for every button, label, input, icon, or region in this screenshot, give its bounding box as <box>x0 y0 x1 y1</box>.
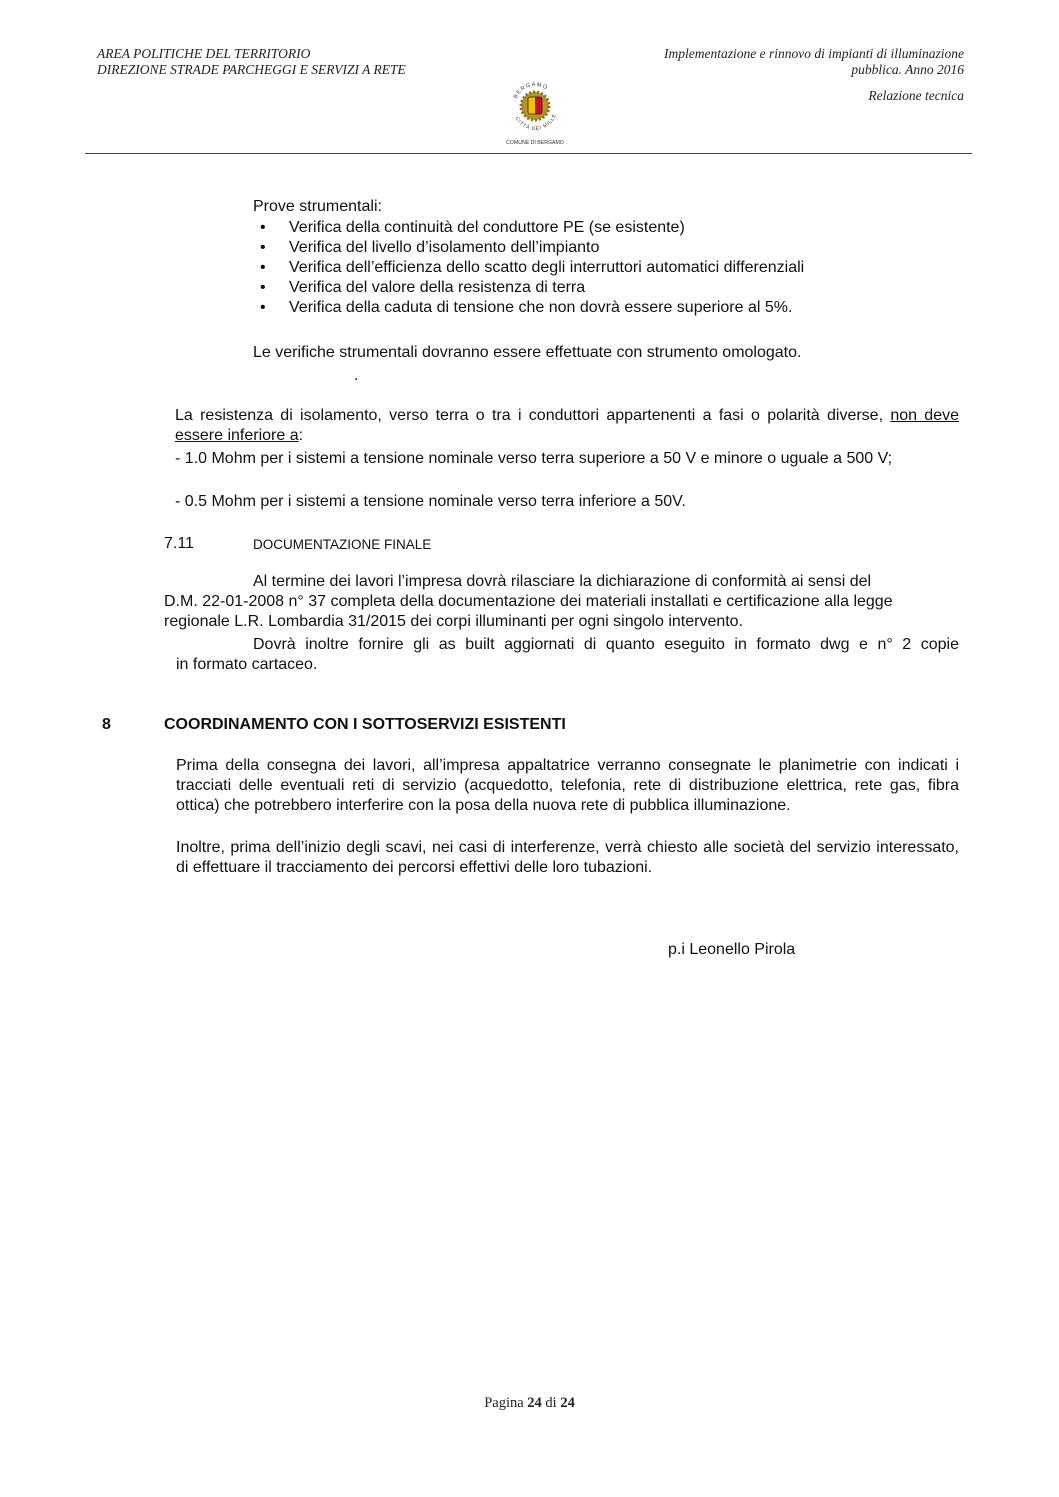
bullet-icon: • <box>260 259 266 276</box>
instrumental-tests-note: Le verifiche strumentali dovranno essere effettuate con strumento omologato. <box>253 344 802 361</box>
header-divider <box>85 153 972 154</box>
section-8-number: 8 <box>102 716 111 733</box>
logo-caption: COMUNE DI BERGAMO <box>506 140 564 146</box>
header-doc-type: Relazione tecnica <box>868 88 964 103</box>
list-item: • Verifica dell’efficienza dello scatto degli interruttori automatici differenziali <box>260 259 805 276</box>
insulation-resistance-line-2: - 0.5 Mohm per i sistemi a tensione nominale verso terra inferiore a 50V. <box>175 493 686 510</box>
section-8-title: COORDINAMENTO CON I SOTTOSERVIZI ESISTENTI <box>164 716 566 733</box>
instrumental-tests-list <box>253 218 953 318</box>
header-project-line2: pubblica. Anno 2016 <box>851 62 964 77</box>
header-division: DIREZIONE STRADE PARCHEGGI E SERVIZI A RETE <box>97 62 406 77</box>
header-project-line1: Implementazione e rinnovo di impianti di illuminazione <box>664 46 964 61</box>
list-item: • Verifica del valore della resistenza di terra <box>260 279 586 296</box>
logo-top-text: BERGAMO <box>512 81 550 100</box>
section-7-11-para2-rest: in formato cartaceo. <box>176 656 318 673</box>
instrumental-tests-title: Prove strumentali: <box>253 198 382 215</box>
instrumental-tests-block <box>253 197 953 318</box>
list-item: • Verifica della caduta di tensione che non dovrà essere superiore al 5%. <box>260 299 793 316</box>
bullet-icon: • <box>260 219 266 236</box>
list-item: • Verifica della continuità del conduttore PE (se esistente) <box>260 219 685 236</box>
list-item: • Verifica del livello d’isolamento dell’impianto <box>260 239 600 256</box>
current-page-number: 24 <box>527 1395 542 1411</box>
bullet-icon: • <box>260 299 266 316</box>
section-7-11-para2-first: Dovrà inoltre fornire gli as built aggiornati di quanto eseguito in formato dwg e n° 2 copie <box>253 636 959 653</box>
header-department: AREA POLITICHE DEL TERRITORIO <box>97 46 311 61</box>
section-7-11-para1-first: Al termine dei lavori l’impresa dovrà rilasciare la dichiarazione di conformità ai sensi del <box>253 573 872 590</box>
bullet-icon: • <box>260 279 266 296</box>
signature: p.i Leonello Pirola <box>668 941 796 958</box>
underlined-requirement: non deve essere inferiore a <box>175 407 959 444</box>
stray-dot: . <box>354 367 359 384</box>
insulation-resistance-line-1: - 1.0 Mohm per i sistemi a tensione nominale verso terra superiore a 50 V e minore o uguale a 500 V; <box>175 450 893 467</box>
total-pages-number: 24 <box>560 1395 575 1411</box>
section-8-para2: Inoltre, prima dell’inizio degli scavi, nei casi di interferenze, verrà chiesto alle società del servizio interessato, di effettuare il tracciamento dei percorsi effettivi delle loro tubazioni. <box>176 839 959 876</box>
insulation-resistance-paragraph: La resistenza di isolamento, verso terra o tra i conduttori appartenenti a fasi o polarità diverse, non deve essere inferiore a: <box>175 407 959 444</box>
seal-gear <box>521 92 549 120</box>
logo-bottom-text: CITTÀ DEI MILLE <box>513 112 559 133</box>
section-7-11-para1-rest: D.M. 22-01-2008 n° 37 completa della documentazione dei materiali installati e certificazione alla legge regionale L.R. Lombardia 31/2015 dei corpi illuminanti per ogni singolo intervento. <box>164 593 893 630</box>
header-left <box>97 46 406 78</box>
page-footer: Pagina 24 di 24 <box>484 1395 575 1411</box>
section-7-11-title: DOCUMENTAZIONE FINALE <box>253 537 432 552</box>
section-7-11-number: 7.11 <box>164 535 194 552</box>
comune-di-bergamo-logo <box>497 76 573 148</box>
bullet-icon: • <box>260 239 266 256</box>
section-8-para1: Prima della consegna dei lavori, all’impresa appaltatrice verranno consegnate le planimetrie con indicati i tracciati delle eventuali reti di servizio (acquedotto, telefonia, rete di distribuzione elettrica, rete gas, fibra ottica) che potrebbero interferire con la posa della nuova rete di pubblica illuminazione. <box>176 757 959 814</box>
city-seal-icon <box>497 76 573 148</box>
header-right <box>664 46 964 104</box>
